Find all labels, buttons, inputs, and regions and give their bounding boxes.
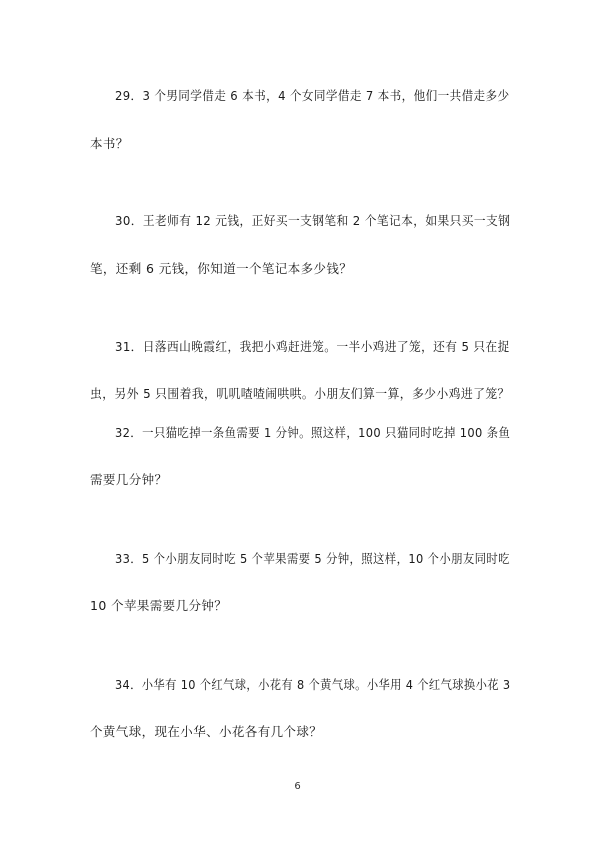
problem-32-line-1 xyxy=(115,425,510,441)
problem-30-number: 30． xyxy=(115,213,143,228)
problem-29-text: 3 个男同学借走 6 本书，4 个女同学借走 7 本书，他们一共借走多少 xyxy=(142,88,510,103)
problem-33-line-1 xyxy=(115,551,510,567)
problem-32-text: 一只猫吃掉一条鱼需要 1 分钟。照这样，100 只猫同时吃掉 100 条鱼 xyxy=(142,425,511,440)
problem-29-number: 29． xyxy=(115,88,143,103)
problem-31-line-2: 虫，另外 5 只围着我，叽叽喳喳闹哄哄。小朋友们算一算，多少小鸡进了笼？ xyxy=(90,386,510,401)
problem-29-line-1 xyxy=(115,88,510,104)
problem-29-line-2: 本书？ xyxy=(90,136,129,151)
page-number: 6 xyxy=(294,781,301,792)
problem-33-text: 5 个小朋友同时吃 5 个苹果需要 5 分钟，照这样，10 个小朋友同时吃 xyxy=(142,551,510,566)
problem-30-line-2: 笔，还剩 6 元钱，你知道一个笔记本多少钱？ xyxy=(90,261,353,276)
problem-31-number: 31． xyxy=(115,339,143,354)
problem-31-line-1 xyxy=(115,339,510,355)
problem-32-number: 32． xyxy=(115,425,143,440)
problem-30-line-1 xyxy=(115,213,510,229)
problem-34-line-1 xyxy=(115,677,510,693)
problem-30-text: 王老师有 12 元钱，正好买一支钢笔和 2 个笔记本，如果只买一支钢 xyxy=(142,213,511,228)
problem-33-number: 33． xyxy=(115,551,143,566)
problem-31-text: 日落西山晚霞红，我把小鸡赶进笼。一半小鸡进了笼，还有 5 只在捉 xyxy=(142,339,510,354)
problem-33-line-2: 10 个苹果需要几分钟？ xyxy=(90,598,228,613)
problem-32-line-2: 需要几分钟？ xyxy=(90,472,168,487)
problem-34-text: 小华有 10 个红气球，小花有 8 个黄气球。小华用 4 个红气球换小花 3 xyxy=(141,677,511,692)
problem-34-number: 34． xyxy=(115,677,142,692)
problem-34-line-2: 个黄气球，现在小华、小花各有几个球？ xyxy=(90,724,323,739)
